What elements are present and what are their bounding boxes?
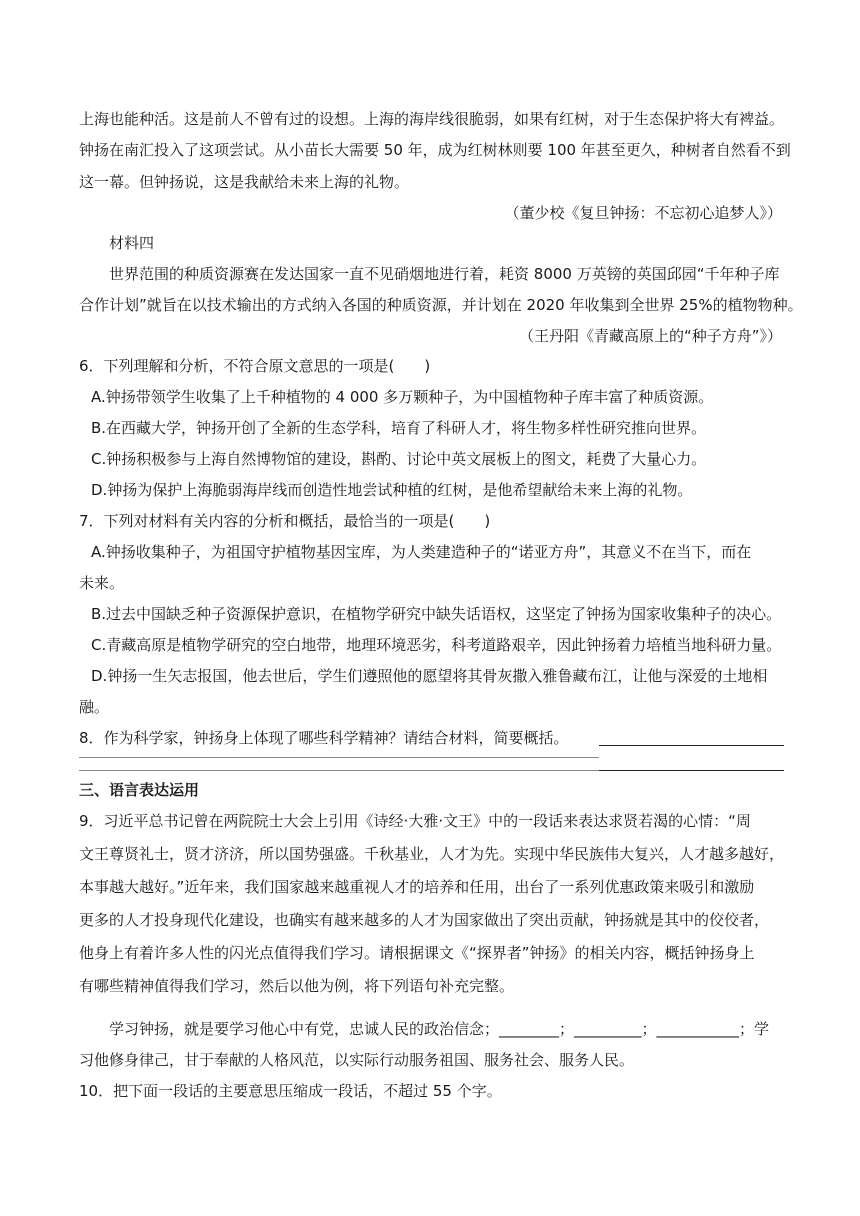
answer-line	[599, 770, 784, 771]
material3-source: （董少校《复旦钟扬：不忘初心追梦人》）	[504, 204, 782, 222]
question-6-option-d: D.钟扬为保护上海脆弱海岸线而创造性地尝试种植的红树，是他希望献给未来上海的礼物。	[91, 481, 693, 499]
section-3-title: 三、语言表达运用	[79, 781, 200, 799]
question-7-option-d-cont: 融。	[79, 698, 110, 716]
question-7-option-c: C.青藏高原是植物学研究的空白地带，地理环境恶劣，科考道路艰辛，因此钟扬着力培植当地科研力量。	[91, 636, 782, 654]
question-6-option-c: C.钟扬积极参与上海自然博物馆的建设，斟酌、讨论中英文展板上的图文，耗费了大量心力。	[91, 450, 707, 468]
question-9-line: 他身上有着许多人性的闪光点值得我们学习。请根据课文《“探界者”钟扬》的相关内容，概括钟扬身上	[79, 944, 755, 962]
material4-source: （王丹阳《青藏高原上的“种子方舟”》）	[518, 327, 782, 345]
question-9-fill-line: 学习钟扬，就是要学习他心中有党，忠诚人民的政治信念；________；_________；___________；学	[109, 1020, 770, 1038]
answer-line	[599, 745, 784, 746]
material3-line: 这一幕。但钟扬说，这是我献给未来上海的礼物。	[79, 173, 410, 191]
question-9-line: 更多的人才投身现代化建设，也确实有越来越多的人才为国家做出了突出贡献，钟扬就是其中的佼佼者，	[79, 911, 770, 929]
question-6-stem: 6．下列理解和分析，不符合原文意思的一项是( )	[79, 357, 431, 375]
question-9-line: 有哪些精神值得我们学习，然后以他为例，将下列语句补充完整。	[79, 977, 515, 995]
question-9-line: 本事越大越好。”近年来，我们国家越来越重视人才的培养和任用，出台了一系列优惠政策来吸引和激励	[79, 878, 755, 896]
answer-line	[79, 770, 599, 771]
question-7-option-a-cont: 未来。	[79, 574, 125, 592]
question-7-option-d: D.钟扬一生矢志报国，他去世后，学生们遵照他的愿望将其骨灰撒入雅鲁藏布江，让他与深爱的土地相	[91, 667, 768, 685]
question-7-stem: 7．下列对材料有关内容的分析和概括，最恰当的一项是( )	[79, 512, 491, 530]
question-10-stem: 10．把下面一段话的主要意思压缩成一段话，不超过 55 个字。	[79, 1082, 502, 1100]
answer-line	[79, 757, 599, 758]
material4-line: 合作计划”就旨在以技术输出的方式纳入各国的种质资源，并计划在 2020 年收集到全世界 25%的植物物种。	[79, 296, 803, 314]
material3-line: 钟扬在南汇投入了这项尝试。从小苗长大需要 50 年，成为红树林则要 100 年甚至更久，种树者自然看不到	[79, 141, 791, 159]
material3-line: 上海也能种活。这是前人不曾有过的设想。上海的海岸线很脆弱，如果有红树，对于生态保护将大有裨益。	[79, 110, 785, 128]
question-9-fill-line: 习他修身律己，甘于奉献的人格风范，以实际行动服务祖国、服务社会、服务人民。	[79, 1051, 635, 1069]
question-9-line: 9．习近平总书记曾在两院院士大会上引用《诗经·大雅·文王》中的一段话来表达求贤若渴的心情：“周	[79, 812, 751, 830]
question-6-option-b: B.在西藏大学，钟扬开创了全新的生态学科，培育了科研人才，将生物多样性研究推向世界。	[91, 419, 707, 437]
material4-line: 世界范围的种质资源赛在发达国家一直不见硝烟地进行着，耗资 8000 万英镑的英国邱园“千年种子库	[109, 265, 780, 283]
question-7-option-b: B.过去中国缺乏种子资源保护意识，在植物学研究中缺失话语权，这坚定了钟扬为国家收集种子的决心。	[91, 605, 782, 623]
question-9-line: 文王尊贤礼士，贤才济济，所以国势强盛。千秋基业，人才为先。实现中华民族伟大复兴，人才越多越好，	[79, 845, 785, 863]
question-6-option-a: A.钟扬带领学生收集了上千种植物的 4 000 多万颗种子，为中国植物种子库丰富了种质资源。	[91, 388, 714, 406]
question-7-option-a: A.钟扬收集种子，为祖国守护植物基因宝库，为人类建造种子的“诺亚方舟”，其意义不在当下，而在	[91, 543, 752, 561]
material4-heading: 材料四	[109, 234, 155, 252]
question-8-stem: 8．作为科学家，钟扬身上体现了哪些科学精神？请结合材料，简要概括。	[79, 729, 569, 747]
